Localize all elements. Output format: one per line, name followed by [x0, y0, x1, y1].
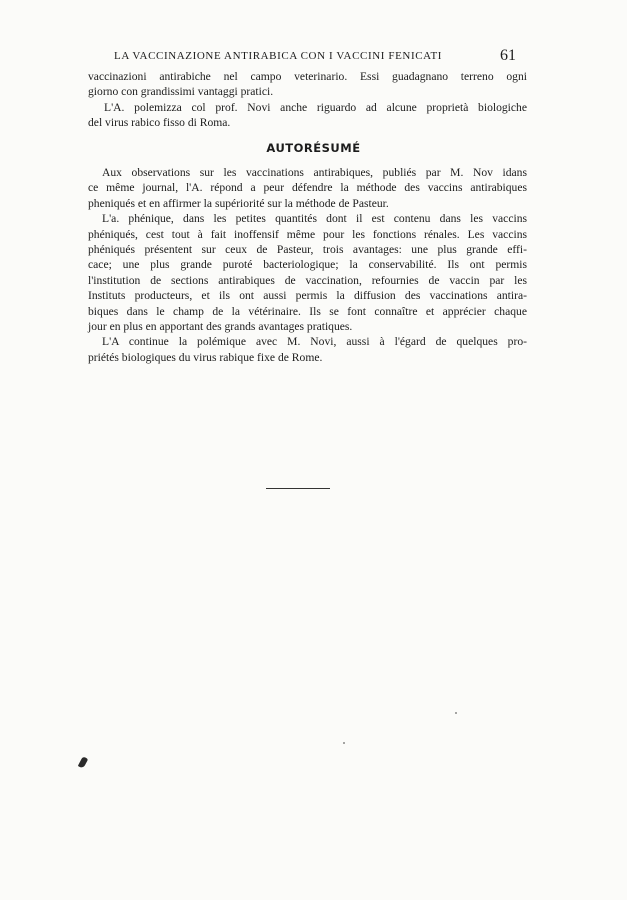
text-line: pheniqués et en affirmer la supériorité sur la méthode de Pasteur.: [88, 196, 389, 210]
text-line: L'a. phénique, dans les petites quantités dont il est contenu dans les vaccins: [102, 212, 527, 226]
text-line: phéniqués, cest tout à fait inoffensif même pour les fonctions rénales. Les vaccins: [88, 227, 527, 241]
french-resume: [88, 165, 527, 365]
text-line: Instituts producteurs, et ils ont aussi permis la diffusion des vaccinations antira-: [88, 289, 527, 303]
paper-speck: [343, 742, 345, 744]
text-line: giorno con grandissimi vantaggi pratici.: [88, 85, 274, 99]
text-line: phéniqués présentent sur ceux de Pasteur, trois avantages: une plus grande effi-: [88, 242, 527, 256]
text-line: biques dans le champ de la vétérinaire. Ils se font connaître et apprécier chaque: [88, 304, 527, 318]
text-line: l'institution de sections antirabiques de vaccination, refournies de vaccin par les: [88, 273, 527, 287]
section-heading: AUTORÉSUMÉ: [266, 141, 361, 155]
text-line: L'A continue la polémique avec M. Novi, aussi à l'égard de quelques pro-: [102, 335, 527, 349]
section-divider: [266, 488, 330, 489]
text-line: ce même journal, l'A. répond a peur défendre la méthode des vaccins antirabiques: [88, 181, 527, 195]
text-line: vaccinazioni antirabiche nel campo veterinario. Essi guadagnano terreno ogni: [88, 70, 527, 83]
text-line: del virus rabico fisso di Roma.: [88, 116, 231, 130]
page-number: 61: [500, 47, 516, 64]
ink-blot: [78, 756, 88, 769]
italian-summary: [88, 69, 527, 131]
text-line: Aux observations sur les vaccinations antirabiques, publiés par M. Nov idans: [102, 166, 527, 179]
text-line: priétés biologiques du virus rabique fixe de Rome.: [88, 350, 323, 364]
text-line: cace; une plus grande puroté bacteriologique; la conservabilité. Ils ont permis: [88, 258, 527, 272]
text-line: jour en plus en apportant des grands avantages pratiques.: [88, 319, 353, 333]
text-line: L'A. polemizza col prof. Novi anche riguardo ad alcune proprietà biologiche: [104, 100, 527, 114]
running-title: LA VACCINAZIONE ANTIRABICA CON I VACCINI FENICATI: [114, 50, 443, 62]
running-header: [88, 47, 524, 65]
paper-speck: [455, 712, 457, 714]
